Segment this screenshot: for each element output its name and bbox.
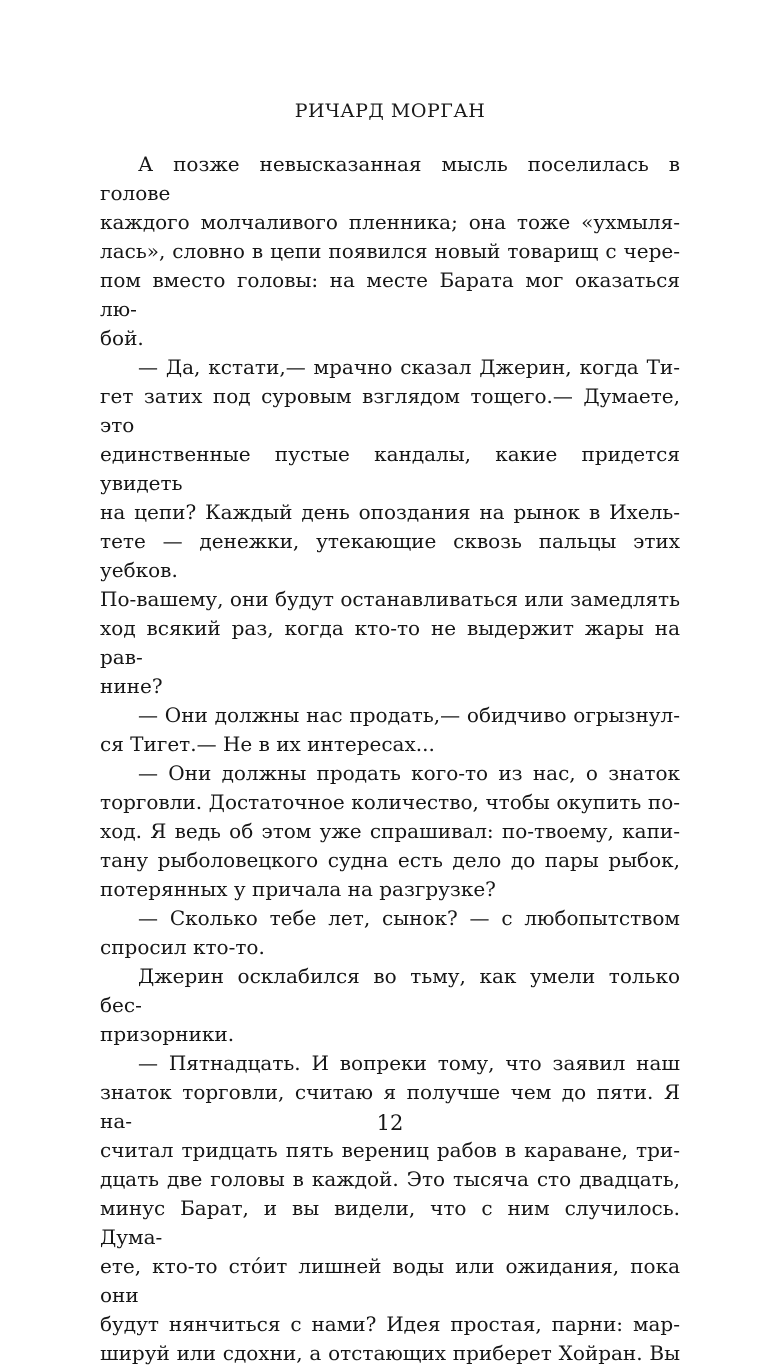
text-line: — Они должны нас продать,— обидчиво огрызнул- xyxy=(138,703,680,727)
text-line: — Они должны продать кого-то из нас, о знаток xyxy=(138,761,680,785)
text-line: нине? xyxy=(100,674,163,698)
text-line: спросил кто-то. xyxy=(100,935,265,959)
text-line: А позже невысказанная мысль поселилась в голове xyxy=(100,152,680,205)
text-line: считал тридцать пять верениц рабов в караване, три- xyxy=(100,1138,680,1162)
paragraph xyxy=(100,962,680,1049)
text-line: потерянных у причала на разгрузке? xyxy=(100,877,496,901)
paragraph xyxy=(100,904,680,962)
text-line: — Сколько тебе лет, сынок? — с любопытством xyxy=(138,906,680,930)
paragraph xyxy=(100,150,680,353)
text-line: знаток торговли, считаю я получше чем до пяти. Я на- xyxy=(100,1080,680,1133)
text-line: ход. Я ведь об этом уже спрашивал: по-твоему, капи- xyxy=(100,819,680,843)
paragraph xyxy=(100,353,680,701)
text-line: призорники. xyxy=(100,1022,235,1046)
text-line: дцать две головы в каждой. Это тысяча сто двадцать, xyxy=(100,1167,680,1191)
text-line: шируй или сдохни, а отстающих приберет Хойран. Вы xyxy=(100,1341,680,1365)
text-line: ход всякий раз, когда кто-то не выдержит жары на рав- xyxy=(100,616,680,669)
text-line: Джерин осклабился во тьму, как умели только бес- xyxy=(100,964,680,1017)
text-line: — Да, кстати,— мрачно сказал Джерин, когда Ти- xyxy=(138,355,680,379)
text-line: ете, кто-то стóит лишней воды или ожидания, пока они xyxy=(100,1254,680,1307)
text-line: будут нянчиться с нами? Идея простая, парни: мар- xyxy=(100,1312,680,1336)
text-line: на цепи? Каждый день опоздания на рынок в Ихель- xyxy=(100,500,680,524)
text-line: — Пятнадцать. И вопреки тому, что заявил наш xyxy=(138,1051,680,1075)
body-text xyxy=(100,150,680,1368)
paragraph xyxy=(100,759,680,904)
paragraph xyxy=(100,1049,680,1368)
page-number: 12 xyxy=(376,1111,404,1135)
text-line: каждого молчаливого пленника; она тоже «ухмыля- xyxy=(100,210,680,234)
text-line: пом вместо головы: на месте Барата мог оказаться лю- xyxy=(100,268,680,321)
running-header-author: РИЧАРД МОРГАН xyxy=(294,100,486,122)
text-line: По-вашему, они будут останавливаться или замедлять xyxy=(100,587,680,611)
paragraph xyxy=(100,701,680,759)
text-line: единственные пустые кандалы, какие придется увидеть xyxy=(100,442,680,495)
text-line: тете — денежки, утекающие сквозь пальцы этих уебков. xyxy=(100,529,680,582)
text-line: тану рыболовецкого судна есть дело до пары рыбок, xyxy=(100,848,680,872)
text-line: гет затих под суровым взглядом тощего.— Думаете, это xyxy=(100,384,680,437)
text-line: лась», словно в цепи появился новый товарищ с чере- xyxy=(100,239,680,263)
text-line: ся Тигет.— Не в их интересах... xyxy=(100,732,435,756)
text-line: минус Барат, и вы видели, что с ним случилось. Дума- xyxy=(100,1196,680,1249)
text-line: торговли. Достаточное количество, чтобы окупить по- xyxy=(100,790,680,814)
text-line: бой. xyxy=(100,326,144,350)
